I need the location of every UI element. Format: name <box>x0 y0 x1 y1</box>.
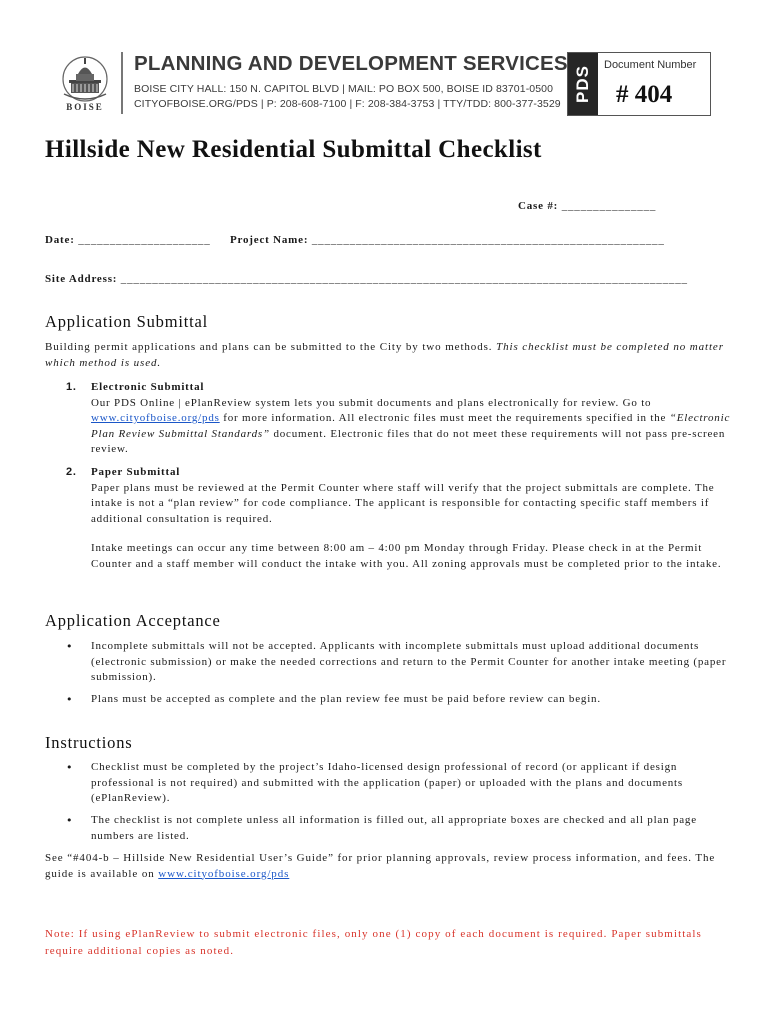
acceptance-bullet-2-text: Plans must be accepted as complete and the plan review fee must be paid before review can begin. <box>91 693 601 705</box>
date-blank[interactable]: _____________________ <box>78 234 211 246</box>
page-title: Hillside New Residential Submittal Checklist <box>45 136 542 163</box>
application-acceptance-heading: Application Acceptance <box>45 611 221 630</box>
site-address-blank[interactable]: __________________________________________________________________________________________ <box>120 273 688 285</box>
pds-website-link[interactable]: www.cityofboise.org/pds <box>91 412 220 424</box>
case-number-field[interactable] <box>518 200 656 212</box>
boise-city-seal-logo <box>52 52 118 114</box>
electronic-text-1: Our PDS Online | ePlanReview system lets you submit documents and plans electronically for review. Go to <box>91 396 652 409</box>
electronic-submittal-title: Electronic Submittal <box>91 381 205 393</box>
users-guide-reference <box>45 851 735 882</box>
acceptance-bullet-1-text: Incomplete submittals will not be accepted. Applicants with incomplete submittals must upload additional documents (electronic submission) or make the needed corrections and return to the Permit Counter for another intake meeting (paper submission). <box>91 640 727 683</box>
project-name-field[interactable] <box>230 234 665 246</box>
electronic-text-2: for more information. All electronic files must meet the requirements specified in the <box>219 412 670 424</box>
submittal-intro-italic: This checklist must be completed no matter which method is used. <box>45 341 724 369</box>
logo-text: BOISE <box>66 102 104 112</box>
address-line: BOISE CITY HALL: 150 N. CAPITOL BLVD | MAIL: PO BOX 500, BOISE ID 83701-0500 <box>134 83 554 95</box>
project-name-blank[interactable]: ________________________________________________________ <box>311 234 665 246</box>
pds-label: PDS <box>573 65 592 103</box>
acceptance-bullet-1 <box>66 639 736 686</box>
project-name-label: Project Name: <box>230 234 309 246</box>
electronic-standards-title: “Electronic Plan Review Submittal Standards” <box>91 412 731 440</box>
list-item-paper-submittal <box>66 465 736 527</box>
instructions-bullet-1 <box>66 760 736 807</box>
instructions-bullet-2-text: The checklist is not complete unless all information is filled out, all appropriate boxes are checked and all plan page numbers are listed. <box>91 814 697 842</box>
document-number-box <box>567 52 711 116</box>
case-blank[interactable]: _______________ <box>561 200 657 212</box>
date-field[interactable] <box>45 234 211 246</box>
bullet-icon: • <box>66 814 74 827</box>
pds-band <box>568 53 598 115</box>
eplanreview-note: Note: If using ePlanReview to submit electronic files, only one (1) copy of each document is required. Paper submittals require additional copies as noted. <box>45 928 702 957</box>
organization-title: PLANNING AND DEVELOPMENT SERVICES <box>134 52 568 75</box>
submittal-intro <box>45 340 735 371</box>
instructions-bullet-1-text: Checklist must be completed by the project’s Idaho-licensed design professional of record (or applicant if design professional is not required) and submitted with the application (paper) or uploaded with the plans and documents (ePlanReview). <box>91 761 683 804</box>
document-number-label: Document Number <box>604 59 697 71</box>
case-label: Case #: <box>518 200 559 212</box>
users-guide-text: See “#404-b – Hillside New Residential User’s Guide” for prior planning approvals, review process information, and fees. The guide is available on <box>45 852 716 880</box>
document-number: # 404 <box>616 81 673 108</box>
instructions-bullet-2 <box>66 813 736 844</box>
date-label: Date: <box>45 234 75 246</box>
site-address-field[interactable] <box>45 273 688 285</box>
acceptance-bullet-2 <box>66 692 736 708</box>
electronic-text-3: document. Electronic files that do not meet these requirements will not pass pre-screen review. <box>91 427 726 455</box>
bullet-icon: • <box>66 640 74 653</box>
application-submittal-heading: Application Submittal <box>45 312 208 331</box>
paper-submittal-text: Paper plans must be reviewed at the Permit Counter where staff will verify that the project submittals are complete. The intake is not a “plan review” for code compliance. The applicant is responsible for contacting specific staff members if additional consultation is required. <box>91 481 715 525</box>
instructions-heading: Instructions <box>45 733 133 752</box>
contact-line: CITYOFBOISE.ORG/PDS | P: 208-608-7100 | F: 208-384-3753 | TTY/TDD: 800-377-3529 <box>134 98 561 110</box>
list-item-electronic-submittal <box>66 380 736 458</box>
intake-meeting-text: Intake meetings can occur any time between 8:00 am – 4:00 pm Monday through Friday. Please check in at the Permit Counter and a staff member will conduct the intake with you. All zoning approvals must be completed prior to the intake. <box>91 542 722 570</box>
list-number: 2. <box>66 466 77 478</box>
paper-submittal-title: Paper Submittal <box>91 466 181 478</box>
submittal-intro-text: Building permit applications and plans can be submitted to the City by two methods. <box>45 341 497 353</box>
bullet-icon: • <box>66 693 74 706</box>
guide-website-link[interactable]: www.cityofboise.org/pds <box>158 867 290 880</box>
header-organization-block <box>134 52 568 112</box>
list-number: 1. <box>66 381 77 393</box>
bullet-icon: • <box>66 761 74 774</box>
electronic-submittal-text <box>91 396 736 458</box>
site-address-label: Site Address: <box>45 273 118 285</box>
header-divider <box>121 52 123 114</box>
